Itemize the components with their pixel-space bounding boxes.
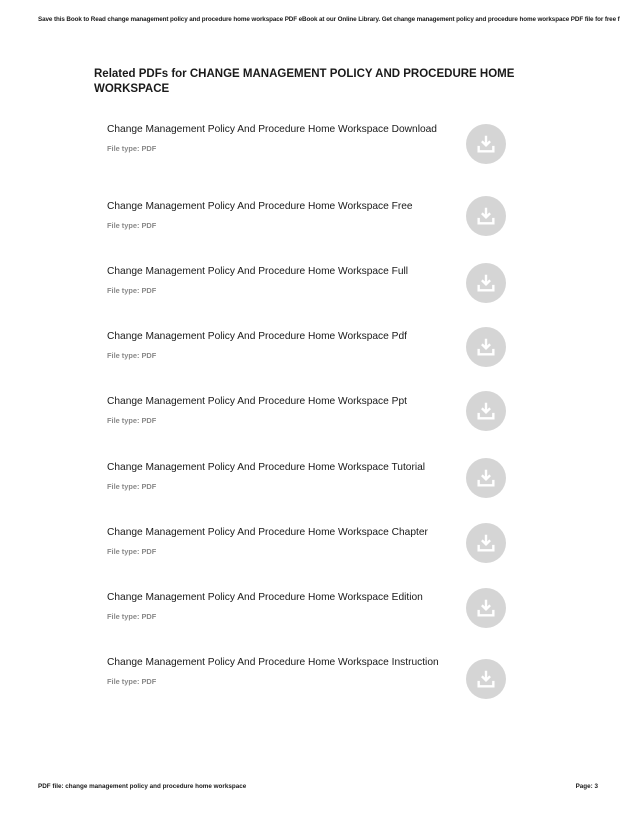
- related-pdf-title[interactable]: Change Management Policy And Procedure Home Workspace Download: [107, 124, 437, 135]
- related-pdfs-heading: Related PDFs for CHANGE MANAGEMENT POLICY AND PROCEDURE HOME WORKSPACE: [94, 68, 515, 95]
- download-button[interactable]: [466, 327, 506, 367]
- related-pdf-title[interactable]: Change Management Policy And Procedure Home Workspace Edition: [107, 592, 423, 603]
- related-pdf-title[interactable]: Change Management Policy And Procedure Home Workspace Free: [107, 201, 413, 212]
- file-type-label: File type: PDF: [107, 415, 157, 425]
- related-pdf-item: [107, 656, 467, 686]
- download-icon: [475, 400, 497, 422]
- file-type-label: File type: PDF: [107, 546, 157, 556]
- download-icon: [475, 336, 497, 358]
- file-type-label: File type: PDF: [107, 676, 157, 686]
- download-button[interactable]: [466, 196, 506, 236]
- related-pdf-item: [107, 526, 467, 556]
- related-pdf-title[interactable]: Change Management Policy And Procedure Home Workspace Chapter: [107, 527, 428, 538]
- related-pdf-item: [107, 200, 467, 230]
- related-pdf-item: [107, 265, 467, 295]
- related-pdf-title[interactable]: Change Management Policy And Procedure Home Workspace Instruction: [107, 657, 439, 668]
- page-number: Page: 3: [575, 783, 598, 790]
- file-type-label: File type: PDF: [107, 220, 157, 230]
- related-pdf-item: [107, 330, 467, 360]
- related-pdf-title[interactable]: Change Management Policy And Procedure Home Workspace Pdf: [107, 331, 407, 342]
- download-button[interactable]: [466, 659, 506, 699]
- related-pdf-title[interactable]: Change Management Policy And Procedure Home Workspace Ppt: [107, 396, 407, 407]
- footer-filename: PDF file: change management policy and procedure home workspace: [38, 783, 247, 790]
- related-pdf-title[interactable]: Change Management Policy And Procedure Home Workspace Tutorial: [107, 462, 426, 473]
- download-icon: [475, 532, 497, 554]
- file-type-label: File type: PDF: [107, 350, 157, 360]
- download-icon: [475, 205, 497, 227]
- download-button[interactable]: [466, 588, 506, 628]
- file-type-label: File type: PDF: [107, 285, 157, 295]
- related-pdf-item: [107, 591, 467, 621]
- save-book-banner: Save this Book to Read change management policy and procedure home workspace PDF eBook at our Online Library. Get change management policy and procedure home workspace PDF file for free f: [38, 16, 620, 23]
- related-pdf-title[interactable]: Change Management Policy And Procedure Home Workspace Full: [107, 266, 409, 277]
- download-button[interactable]: [466, 391, 506, 431]
- download-button[interactable]: [466, 523, 506, 563]
- file-type-label: File type: PDF: [107, 143, 157, 153]
- download-icon: [475, 272, 497, 294]
- related-pdf-item: [107, 461, 467, 491]
- related-pdf-item: [107, 123, 467, 153]
- download-button[interactable]: [466, 124, 506, 164]
- download-icon: [475, 597, 497, 619]
- download-button[interactable]: [466, 458, 506, 498]
- download-icon: [475, 668, 497, 690]
- file-type-label: File type: PDF: [107, 611, 157, 621]
- download-button[interactable]: [466, 263, 506, 303]
- file-type-label: File type: PDF: [107, 481, 157, 491]
- download-icon: [475, 467, 497, 489]
- related-pdf-item: [107, 395, 467, 425]
- download-icon: [475, 133, 497, 155]
